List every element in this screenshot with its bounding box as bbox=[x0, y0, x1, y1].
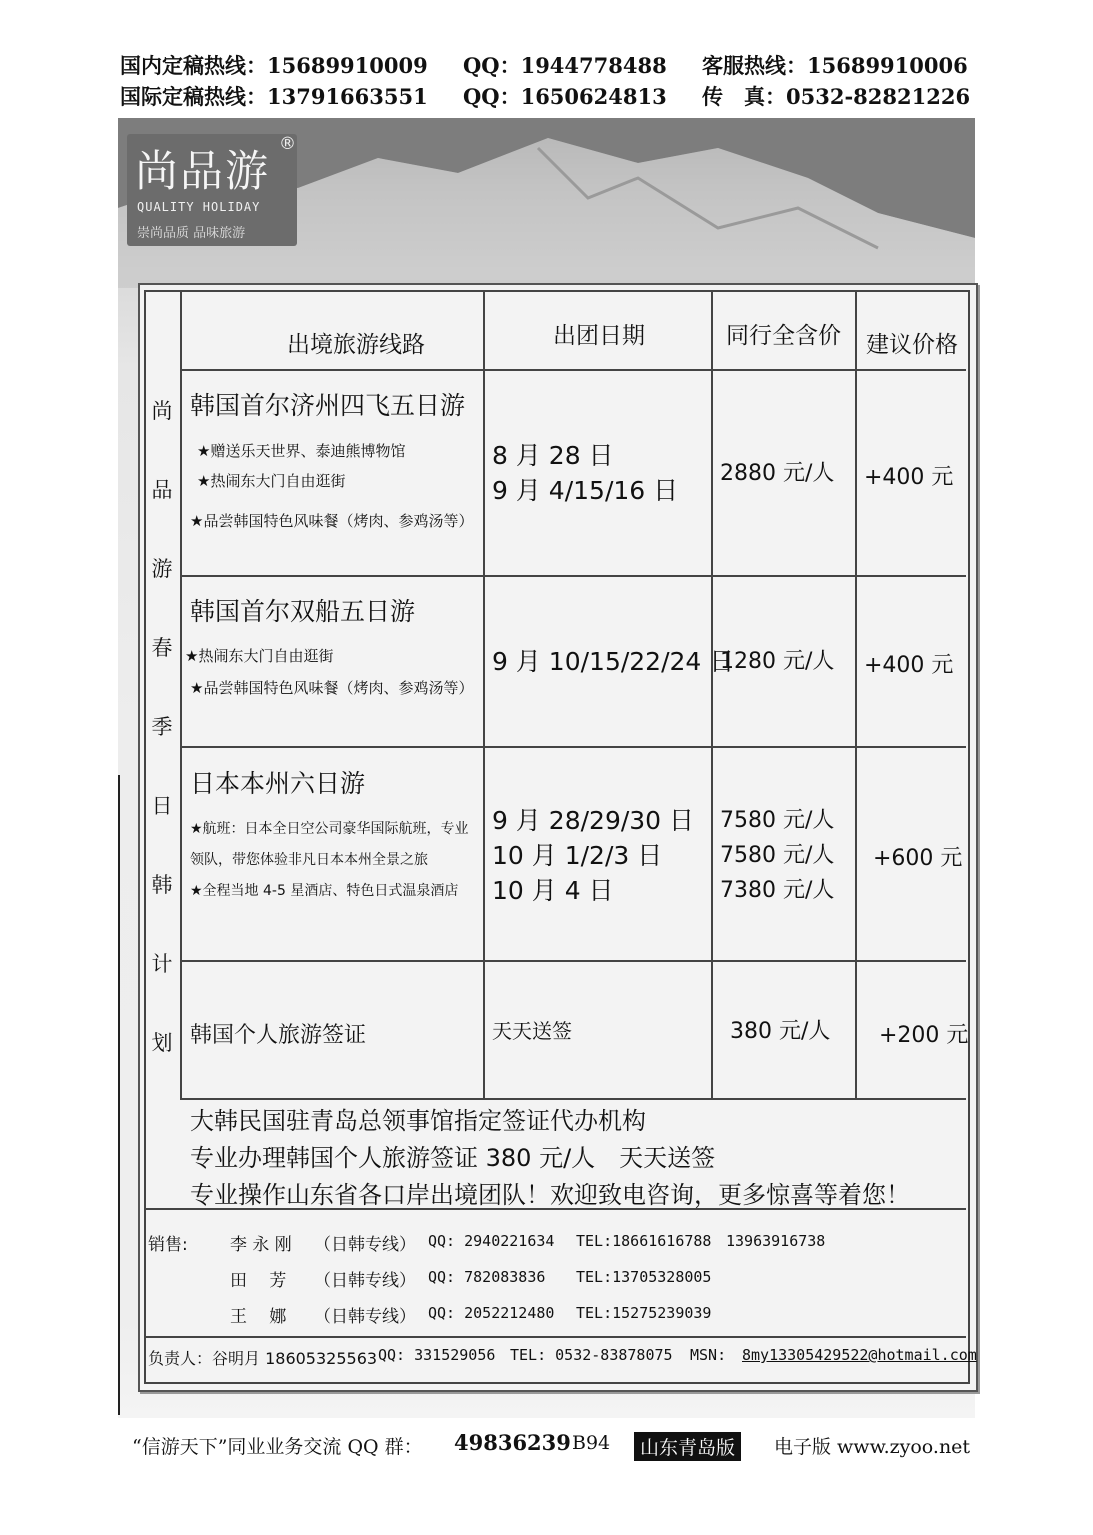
route-title: 韩国个人旅游签证 bbox=[190, 1023, 367, 1048]
side-char: 尚 bbox=[151, 399, 173, 423]
logo-name: 尚品游 bbox=[135, 147, 270, 197]
peer-price bbox=[730, 1014, 830, 1049]
brand-logo bbox=[127, 134, 297, 246]
date-line: 9 月 4/15/16 日 bbox=[492, 476, 679, 505]
sales-tel-2: 13963916738 bbox=[726, 1232, 826, 1250]
date-line: 9 月 10/15/22/24 日 bbox=[492, 647, 735, 676]
date-line: 10 月 1/2/3 日 bbox=[492, 841, 663, 870]
suggested-price: +400 元 bbox=[864, 465, 954, 490]
side-char: 计 bbox=[151, 952, 173, 976]
sales-name: 李 永 刚 bbox=[230, 1235, 292, 1255]
row-divider bbox=[180, 575, 966, 577]
sales-line: （日韩专线） bbox=[314, 1235, 416, 1255]
route-feature: ★全程当地 4-5 星酒店、特色日式温泉酒店 bbox=[190, 883, 459, 899]
logo-slogan: 崇尚品质 品味旅游 bbox=[137, 226, 246, 241]
side-char: 品 bbox=[151, 478, 173, 502]
side-char: 韩 bbox=[151, 873, 173, 897]
logo-english: QUALITY HOLIDAY bbox=[137, 200, 261, 214]
sales-line: （日韩专线） bbox=[314, 1307, 416, 1327]
price-line: 7380 元/人 bbox=[720, 878, 835, 903]
service-hotline: 客服热线：15689910006 bbox=[702, 53, 968, 78]
departure-dates bbox=[492, 1014, 572, 1049]
route-feature: ★热闹东大门自由逛街 bbox=[197, 472, 346, 490]
sales-tel: TEL:15275239039 bbox=[576, 1304, 712, 1322]
qq-group-number: 49836239 bbox=[454, 1430, 571, 1455]
suggested-price: +200 元 bbox=[879, 1023, 969, 1048]
route-title: 韩国首尔济州四飞五日游 bbox=[190, 391, 466, 420]
row-divider bbox=[180, 1098, 966, 1100]
visa-notice bbox=[190, 1103, 910, 1214]
side-char: 春 bbox=[151, 636, 173, 660]
side-char: 划 bbox=[151, 1031, 173, 1055]
price-line: 7580 元/人 bbox=[720, 808, 835, 833]
side-char: 日 bbox=[151, 794, 173, 818]
row-divider bbox=[180, 960, 966, 962]
route-title: 日本本州六日游 bbox=[190, 769, 366, 798]
manager-name: 负责人：谷明月 18605325563 bbox=[148, 1349, 378, 1368]
domestic-hotline: 国内定稿热线：15689910009 bbox=[120, 53, 428, 78]
departure-dates bbox=[492, 644, 734, 679]
row-divider bbox=[180, 746, 966, 748]
side-char: 季 bbox=[151, 715, 173, 739]
header-date: 出团日期 bbox=[553, 323, 645, 349]
hotline-row-2 bbox=[120, 81, 970, 112]
page-footer bbox=[132, 1428, 982, 1460]
notice-line: 专业操作山东省各口岸出境团队！欢迎致电咨询，更多惊喜等着您！ bbox=[190, 1181, 910, 1209]
sales-qq: QQ: 2052212480 bbox=[428, 1304, 555, 1322]
suggested-price: +400 元 bbox=[864, 653, 954, 678]
sales-label: 销售: bbox=[148, 1235, 188, 1255]
route-feature: ★热闹东大门自由逛街 bbox=[185, 647, 334, 665]
sales-tel: TEL:13705328005 bbox=[576, 1268, 712, 1286]
registered-mark: ® bbox=[279, 134, 296, 154]
date-line: 天天送签 bbox=[492, 1019, 572, 1043]
notice-line: 大韩民国驻青岛总领事馆指定签证代办机构 bbox=[190, 1107, 646, 1135]
edition-badge: 山东青岛版 bbox=[634, 1432, 741, 1461]
header-peer-price: 同行全含价 bbox=[726, 323, 841, 349]
column-divider bbox=[711, 290, 713, 1100]
peer-price bbox=[720, 803, 834, 908]
column-divider bbox=[483, 290, 485, 1100]
peer-price bbox=[720, 456, 834, 491]
sales-name: 王 娜 bbox=[230, 1307, 287, 1327]
departure-dates bbox=[492, 438, 678, 508]
international-qq: QQ：1650624813 bbox=[463, 84, 667, 109]
sales-name: 田 芳 bbox=[230, 1271, 287, 1291]
departure-dates bbox=[492, 803, 694, 908]
suggested-price: +600 元 bbox=[873, 846, 963, 871]
date-line: 9 月 28/29/30 日 bbox=[492, 806, 695, 835]
date-line: 8 月 28 日 bbox=[492, 441, 614, 470]
hotline-row-1 bbox=[120, 50, 970, 81]
route-title: 韩国首尔双船五日游 bbox=[190, 597, 416, 626]
international-hotline: 国际定稿热线：13791663551 bbox=[120, 84, 428, 109]
side-char: 游 bbox=[151, 557, 173, 581]
page-number: B94 bbox=[572, 1432, 611, 1454]
margin-rule bbox=[118, 775, 120, 1415]
manager-tel: TEL: 0532-83878075 bbox=[510, 1346, 673, 1364]
peer-price bbox=[720, 644, 834, 679]
date-line: 10 月 4 日 bbox=[492, 876, 614, 905]
side-title bbox=[144, 395, 180, 1106]
price-line: 2880 元/人 bbox=[720, 461, 835, 486]
fax-number: 传 真：0532-82821226 bbox=[702, 84, 971, 109]
route-feature: ★航班：日本全日空公司豪华国际航班，专业 bbox=[190, 821, 469, 837]
sales-qq: QQ: 2940221634 bbox=[428, 1232, 555, 1250]
header-route: 出境旅游线路 bbox=[287, 332, 425, 358]
msn-email-link[interactable]: 8my13305429522@hotmail.com bbox=[742, 1346, 977, 1364]
qq-group-label: “信游天下”同业业务交流 QQ 群： bbox=[132, 1436, 423, 1458]
row-divider bbox=[144, 1336, 966, 1338]
route-feature: ★赠送乐天世界、泰迪熊博物馆 bbox=[197, 442, 406, 460]
manager-qq: QQ: 331529056 bbox=[378, 1346, 496, 1364]
price-line: 1280 元/人 bbox=[720, 649, 835, 674]
column-divider bbox=[855, 290, 857, 1100]
sales-qq: QQ: 782083836 bbox=[428, 1268, 546, 1286]
sales-tel: TEL:18661616788 bbox=[576, 1232, 712, 1250]
sales-line: （日韩专线） bbox=[314, 1271, 416, 1291]
route-feature: ★品尝韩国特色风味餐（烤肉、参鸡汤等） bbox=[190, 679, 474, 697]
website-link[interactable]: 电子版 www.zyoo.net bbox=[774, 1436, 971, 1458]
msn-label: MSN: bbox=[690, 1346, 727, 1364]
route-feature: ★品尝韩国特色风味餐（烤肉、参鸡汤等） bbox=[190, 512, 474, 530]
hotlines-header bbox=[120, 50, 970, 112]
price-line: 380 元/人 bbox=[730, 1019, 831, 1044]
header-suggest-price: 建议价格 bbox=[866, 332, 958, 358]
price-line: 7580 元/人 bbox=[720, 843, 835, 868]
row-divider bbox=[180, 369, 966, 371]
route-feature: 领队，带您体验非凡日本本州全景之旅 bbox=[190, 852, 428, 868]
notice-line: 专业办理韩国个人旅游签证 380 元/人 天天送签 bbox=[190, 1144, 716, 1172]
domestic-qq: QQ：1944778488 bbox=[463, 53, 667, 78]
